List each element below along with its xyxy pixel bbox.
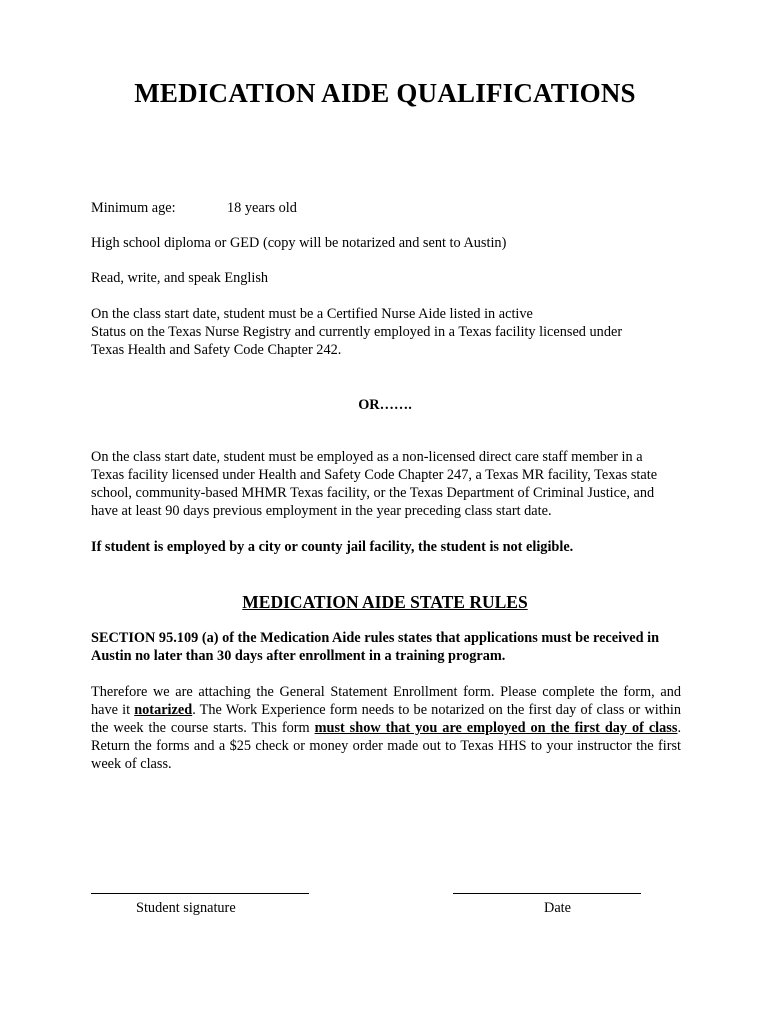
attachment-text-part-3: . Return the forms and a $25 check or money order made out to Texas HHS to your instructor the first week of class. (91, 720, 682, 772)
date-label: Date (544, 900, 571, 916)
minimum-age-line (91, 199, 297, 217)
diploma-requirement: High school diploma or GED (copy will be notarized and sent to Austin) (91, 235, 507, 251)
state-rules-heading: MEDICATION AIDE STATE RULES (242, 592, 528, 612)
minimum-age-value: 18 years old (227, 200, 297, 216)
notarized-emphasis: notarized (134, 702, 193, 718)
cna-requirement-line-3: Texas Health and Safety Code Chapter 242. (91, 342, 342, 358)
student-signature-line (91, 893, 309, 894)
english-requirement: Read, write, and speak English (91, 270, 269, 286)
cna-requirement-line-2: Status on the Texas Nurse Registry and currently employed in a Texas facility licensed under (91, 324, 623, 340)
date-line (453, 893, 641, 894)
section-rule-text: SECTION 95.109 (a) of the Medication Aide rules states that applications must be received in Austin no later than 30 days after enrollment in a training program. (91, 630, 660, 664)
minimum-age-label: Minimum age: (91, 200, 176, 216)
attachment-text-part-2: . The Work Experience form needs to be notarized on the first day of class or within the week the course starts. This form (91, 702, 681, 736)
employment-proof-emphasis: must show that you are employed on the first day of class (314, 720, 678, 736)
attachment-instructions (91, 683, 681, 773)
document-title: MEDICATION AIDE QUALIFICATIONS (134, 78, 636, 108)
cna-requirement-line-1: On the class start date, student must be a Certified Nurse Aide listed in active (91, 306, 533, 322)
jail-facility-note: If student is employed by a city or county jail facility, the student is not eligible. (91, 539, 574, 555)
or-separator: OR……. (358, 397, 412, 413)
alternative-requirement: On the class start date, student must be employed as a non-licensed direct care staff member in a Texas facility licensed under Health and Safety Code Chapter 247, a Texas MR facility, Texas state school, community-based MHMR Texas facility, or the Texas Department of Criminal Justice, and have at least 90 days previous employment in the year preceding class start date. (91, 449, 658, 519)
attachment-text-part-1: Therefore we are attaching the General Statement Enrollment form. Please complete the form, and have it (91, 684, 681, 718)
student-signature-label: Student signature (136, 900, 236, 916)
